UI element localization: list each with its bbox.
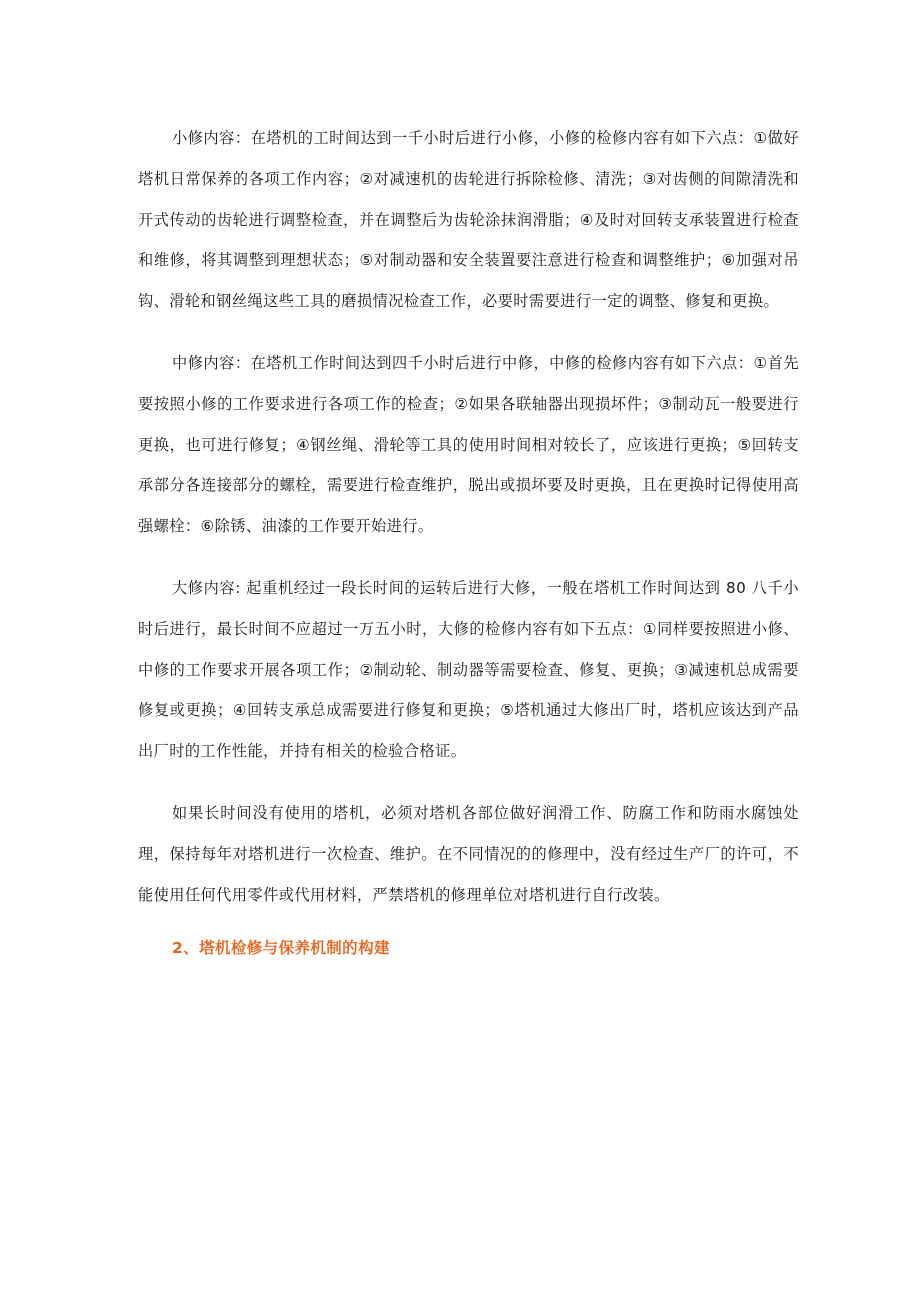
document-body — [138, 118, 799, 960]
section-heading: 2、塔机检修与保养机制的构建 — [172, 939, 390, 958]
paragraph-major-repair: 大修内容: 起重机经过一段长时间的运转后进行大修，一般在塔机工作时间达到 80 八千小时后进行，最长时间不应超过一万五小时，大修的检修内容有如下五点：①同样要按照进小修、中修的工作要求开展各项工作；②制动轮、制动器等需要检查、修复、更换；③减速机总成需要修复或更换；④回转支承总成需要进行修复和更换；⑤塔机通过大修出厂时，塔机应该达到产品出厂时的工作性能，并持有相关的检验合格证。 — [138, 578, 799, 761]
paragraph-medium-repair: 中修内容：在塔机工作时间达到四千小时后进行中修，中修的检修内容有如下六点：①首先要按照小修的工作要求进行各项工作的检查；②如果各联轴器出现损坏件；③制动瓦一般要进行更换，也可进行修复；④钢丝绳、滑轮等工具的使用时间相对较长了，应该进行更换；⑤回转支承部分各连接部分的螺栓，需要进行检查维护，脱出或损坏要及时更换，且在更换时记得使用高强螺栓：⑥除锈、油漆的工作要开始进行。 — [138, 353, 799, 536]
paragraph-long-term-storage: 如果长时间没有使用的塔机，必须对塔机各部位做好润滑工作、防腐工作和防雨水腐蚀处理，保持每年对塔机进行一次检查、维护。在不同情况的的修理中，没有经过生产厂的许可，不能使用任何代用零件或代用材料，严禁塔机的修理单位对塔机进行自行改装。 — [138, 803, 799, 904]
paragraph-minor-repair: 小修内容：在塔机的工时间达到一千小时后进行小修，小修的检修内容有如下六点：①做好塔机日常保养的各项工作内容；②对减速机的齿轮进行拆除检修、清洗；③对齿侧的间隙清洗和开式传动的齿轮进行调整检查，并在调整后为齿轮涂抹润滑脂；④及时对回转支承装置进行检查和维修，将其调整到理想状态；⑤对制动器和安全装置要注意进行检查和调整维护；⑥加强对吊钩、滑轮和钢丝绳这些工具的磨损情况检查工作，必要时需要进行一定的调整、修复和更换。 — [138, 129, 799, 311]
